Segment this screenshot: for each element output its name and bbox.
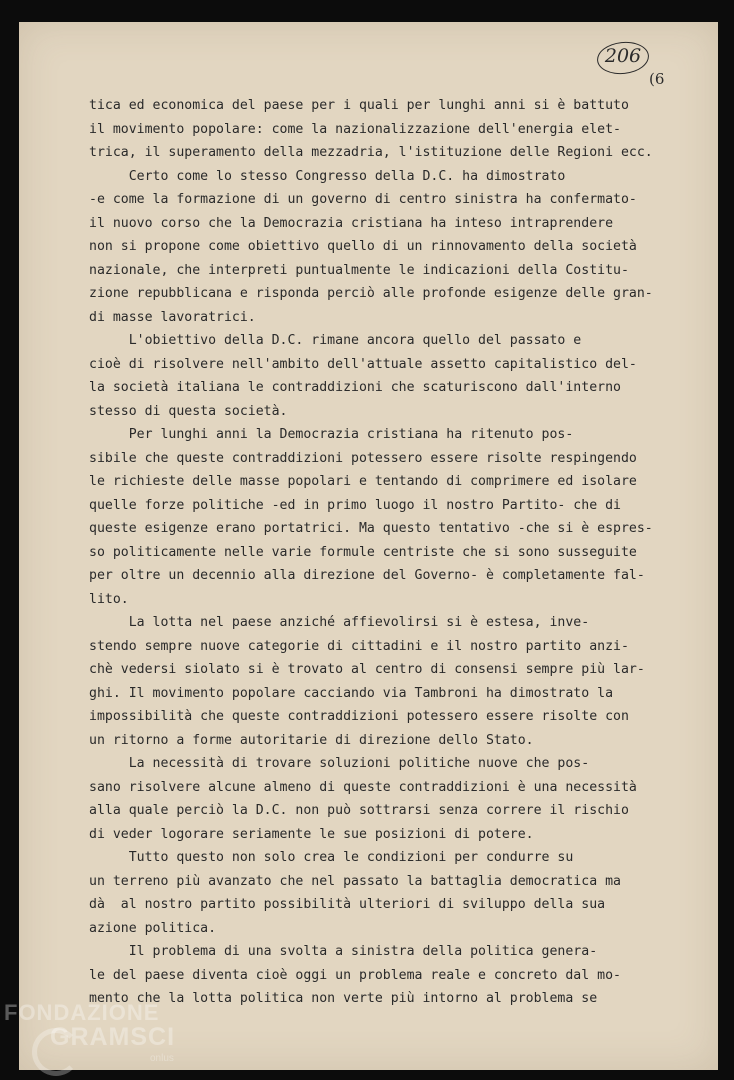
watermark-line1: FONDAZIONE xyxy=(4,1000,160,1025)
text-line: un ritorno a forme autoritarie di direzione dello Stato. xyxy=(89,732,534,748)
text-line: L'obiettivo della D.C. rimane ancora quello del passato e xyxy=(89,333,582,348)
text-line: il nuovo corso che la Democrazia cristiana ha inteso intraprendere xyxy=(89,215,614,231)
text-line: Il problema di una svolta a sinistra della politica genera- xyxy=(89,944,598,959)
text-line: -e come la formazione di un governo di centro sinistra ha confermato- xyxy=(89,192,637,207)
text-line: so politicamente nelle varie formule centriste che si sono susseguite xyxy=(89,544,637,560)
text-line: stesso di questa società. xyxy=(89,403,288,419)
page-number: 206 xyxy=(604,45,642,67)
page-sub-number: (6 xyxy=(649,70,665,88)
text-line: chè vedersi siolato si è trovato al centro di consensi sempre più lar- xyxy=(89,662,645,677)
text-line: Certo come lo stesso Congresso della D.C. ha dimostrato xyxy=(89,168,566,184)
text-line: cioè di risolvere nell'ambito dell'attuale assetto capitalistico del- xyxy=(89,356,637,372)
text-line: azione politica. xyxy=(89,920,217,936)
text-line: queste esigenze erano portatrici. Ma questo tentativo -che si è espres- xyxy=(89,521,653,536)
text-line: nazionale, che interpreti puntualmente le indicazioni della Costitu- xyxy=(89,262,629,278)
text-line: di masse lavoratrici. xyxy=(89,309,256,325)
text-line: sano risolvere alcune almeno di queste contraddizioni è una necessità xyxy=(89,779,637,795)
text-line: stendo sempre nuove categorie di cittadini e il nostro partito anzi- xyxy=(89,638,629,654)
text-line: trica, il superamento della mezzadria, l'istituzione delle Regioni ecc. xyxy=(89,145,653,160)
text-line: Per lunghi anni la Democrazia cristiana ha ritenuto pos- xyxy=(89,427,574,442)
typed-text-body xyxy=(89,94,699,1011)
text-line: di veder logorare seriamente le sue posizioni di potere. xyxy=(89,826,534,842)
text-line: La lotta nel paese anziché affievolirsi si è estesa, inve- xyxy=(89,615,590,630)
text-line: sibile che queste contraddizioni potessero essere risolte respingendo xyxy=(89,450,637,466)
text-line: tica ed economica del paese per i quali per lunghi anni si è battuto xyxy=(89,98,629,113)
text-line: ghi. Il movimento popolare cacciando via Tambroni ha dimostrato la xyxy=(89,685,614,701)
text-line: la società italiana le contraddizioni che scaturiscono dall'interno xyxy=(89,380,621,395)
text-line: zione repubblicana e risponda perciò alle profonde esigenze delle gran- xyxy=(89,286,653,301)
text-line: le richieste delle masse popolari e tentando di comprimere ed isolare xyxy=(89,474,637,489)
text-line: mento che la lotta politica non verte più intorno al problema se xyxy=(89,991,598,1006)
text-line: un terreno più avanzato che nel passato la battaglia democratica ma xyxy=(89,873,621,889)
text-line: impossibilità che queste contraddizioni potessero essere risolte con xyxy=(89,709,629,724)
text-line: dà al nostro partito possibilità ulteriori di sviluppo della sua xyxy=(89,897,606,912)
text-line: il movimento popolare: come la nazionalizzazione dell'energia elet- xyxy=(89,121,621,137)
text-line: per oltre un decennio alla direzione del Governo- è completamente fal- xyxy=(89,568,645,583)
document-page xyxy=(19,22,718,1070)
text-line: La necessità di trovare soluzioni politiche nuove che pos- xyxy=(89,756,590,771)
text-line: quelle forze politiche -ed in primo luogo il nostro Partito- che di xyxy=(89,497,621,513)
text-line: lito. xyxy=(89,591,129,607)
watermark-line2: GRAMSCI xyxy=(50,1023,176,1051)
text-line: non si propone come obiettivo quello di un rinnovamento della società xyxy=(89,239,637,254)
text-line: alla quale perciò la D.C. non può sottrarsi senza correre il rischio xyxy=(89,803,629,818)
watermark-suffix: onlus xyxy=(150,1053,174,1064)
text-line: le del paese diventa cioè oggi un problema reale e concreto dal mo- xyxy=(89,967,621,983)
text-line: Tutto questo non solo crea le condizioni per condurre su xyxy=(89,850,574,865)
